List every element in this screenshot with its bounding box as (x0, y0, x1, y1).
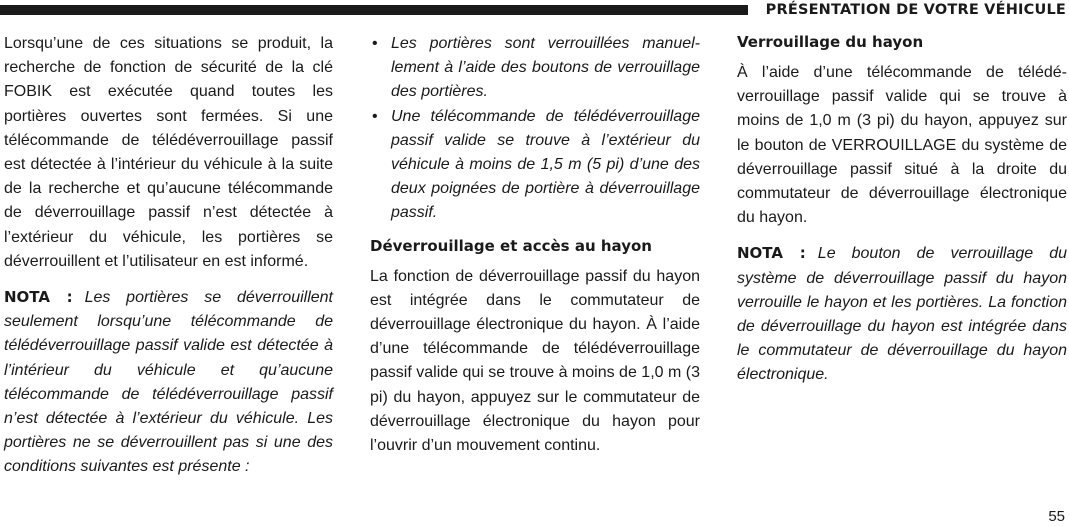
note-label: NOTA : (4, 288, 73, 307)
note-text: Le bouton de verrouillage du système de déverrouillage passif du hayon verrouille le hayon et les portières. La fonction de déverrouillage du hayon est intégrée dans le commutateur de déverrouillage du hayon électronique. (737, 245, 1067, 384)
body-paragraph: La fonction de déverrouillage passif du hayon est intégrée dans le commutateur de déverrouillage électronique du hayon. À l’aide d’une télécommande de télédéverrouillage passif valide qui se trouve à moins de 1,0 m (3 pi) du hayon, appuyez sur le commutateur de déverrouillage électronique du hayon pour l’ouvrir d’un mouvement continu. (370, 267, 700, 455)
note-label: NOTA : (737, 244, 806, 263)
bullet-icon: • (372, 107, 378, 125)
intro-paragraph: Lorsqu’une de ces situations se produit, la recherche de fonction de sécurité de la clé FOBIK est exécutée quand toutes les portières ouvertes sont fermées. Si une télécommande de télédéverrouillage passif est détectée à l’intérieur du véhicule à la suite de la recherche et qu’aucune télécommande de déverrouillage passif n’est détectée à l’extérieur du véhicule, les portières se déverrouillent et l’utilisateur en est informé. (4, 35, 333, 270)
list-item (370, 32, 700, 105)
list-item-text: Une télécommande de télédéverrouillage passif valide se trouve à l’extérieur du véhicule à moins de 1,5 m (5 pi) d’une des deux poignées de portière à déverrouillage passif. (391, 107, 700, 222)
note-text: Les portières se déverrouillent seulement lorsqu’une télécommande de télédéverrouillage passif valide est détectée à l’intérieur du véhicule et qu’aucune télécommande de télédéverrouillage passif n’est détectée à l’extérieur du véhicule. Les portières ne se déverrouillent pas si une des conditions suivantes est présente : (4, 289, 334, 476)
note-paragraph (4, 285, 333, 480)
bullet-icon: • (372, 35, 378, 52)
list-item-text: Les portières sont verrouillées manuellement à l’aide des boutons de verrouillage des portières. (391, 35, 700, 101)
page-number: 55 (1048, 508, 1065, 525)
section-title: PRÉSENTATION DE VOTRE VÉHICULE (765, 2, 1066, 18)
list-item (370, 105, 700, 226)
text-column-middle (370, 32, 700, 469)
text-column-left (4, 32, 333, 491)
section-heading: Déverrouillage et accès au hayon (370, 236, 652, 255)
body-paragraph: À l’aide d’une télécommande de télédéverrouillage passif valide qui se trouve à moins de 1,0 m (3 pi) du hayon, appuyez sur le bouton de VERROUILLAGE du système de déverrouillage passif situé à la droite du commutateur de déverrouillage électronique du hayon. (737, 64, 1067, 227)
text-column-right (737, 32, 1067, 399)
section-heading: Verrouillage du hayon (737, 33, 924, 51)
note-paragraph (737, 241, 1067, 387)
condition-list (370, 32, 700, 226)
header-rule (0, 5, 748, 15)
